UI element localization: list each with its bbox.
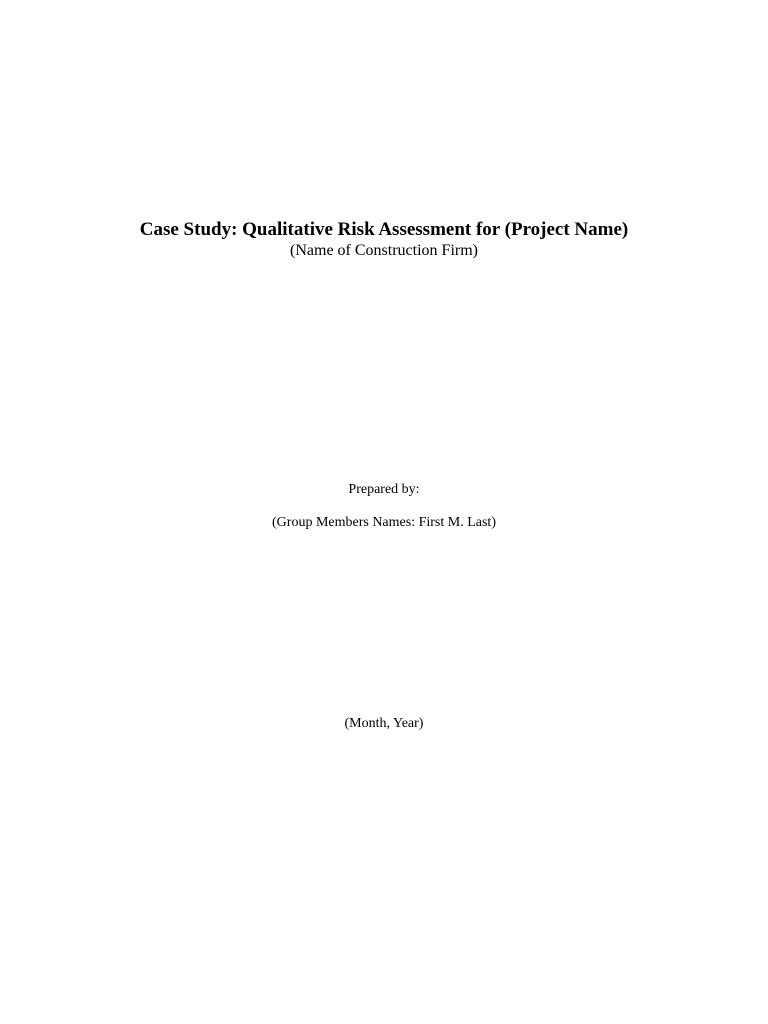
document-subtitle: (Name of Construction Firm) [290,242,478,259]
group-members-names: (Group Members Names: First M. Last) [272,515,496,530]
document-title: Case Study: Qualitative Risk Assessment for (Project Name) [139,219,629,240]
document-date: (Month, Year) [344,716,424,731]
prepared-by-label: Prepared by: [348,482,420,497]
